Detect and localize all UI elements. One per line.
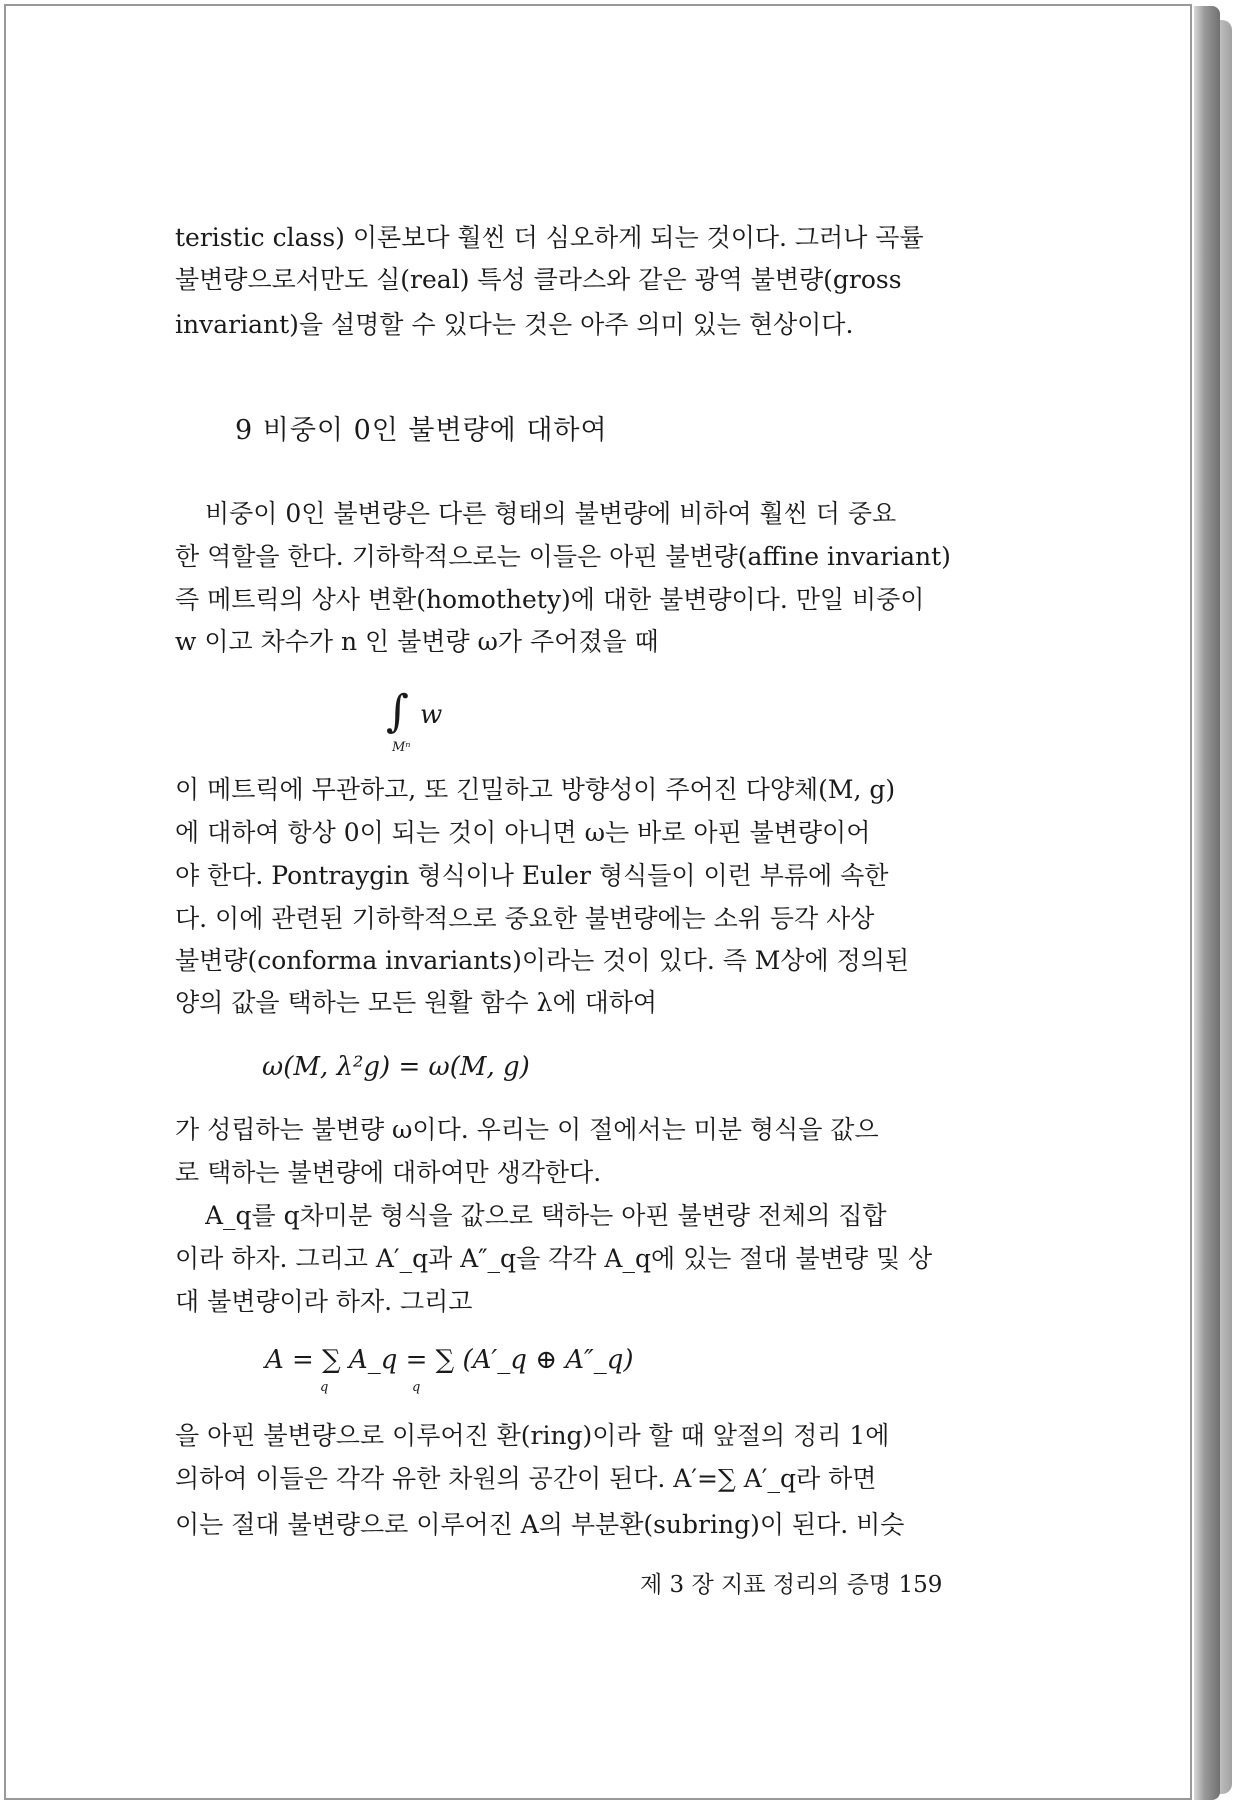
text-line: 이는 절대 불변량으로 이루어진 A의 부분환(subring)이 된다. 비슷 — [175, 1510, 905, 1539]
text-line: 이라 하자. 그리고 A′_q과 A″_q을 각각 A_q에 있는 절대 불변량 및 상 — [175, 1244, 933, 1273]
text-line: w 이고 차수가 n 인 불변량 ω가 주어졌을 때 — [175, 627, 659, 656]
sum-subscript: q — [412, 1380, 421, 1395]
section-heading: 9 비중이 0인 불변량에 대하여 — [235, 415, 608, 446]
text-line: 즉 메트릭의 상사 변환(homothety)에 대한 불변량이다. 만일 비중이 — [175, 585, 925, 614]
text-line: 을 아핀 불변량으로 이루어진 환(ring)이라 할 때 앞절의 정리 1에 — [175, 1421, 890, 1450]
page-footer: 제 3 장 지표 정리의 증명 159 — [640, 1572, 943, 1598]
integral-sign: ∫ — [386, 686, 409, 737]
text-line: 비중이 0인 불변량은 다른 형태의 불변량에 비하여 훨씬 더 중요 — [205, 499, 897, 528]
text-line: 로 택하는 불변량에 대하여만 생각한다. — [175, 1158, 602, 1187]
text-line: teristic class) 이론보다 훨씬 더 심오하게 되는 것이다. 그러나 곡률 — [175, 223, 924, 252]
text-line: 대 불변량이라 하자. 그리고 — [175, 1287, 473, 1316]
text-line: 이 메트릭에 무관하고, 또 긴밀하고 방향성이 주어진 다양체(M, g) — [175, 775, 896, 804]
text-line: A_q를 q차미분 형식을 값으로 택하는 아핀 불변량 전체의 집합 — [205, 1201, 887, 1230]
integral-subscript: Mⁿ — [392, 740, 411, 755]
text-line: 불변량으로서만도 실(real) 특성 클라스와 같은 광역 불변량(gross — [175, 265, 902, 294]
text-line: 한 역할을 한다. 기하학적으로는 이들은 아핀 불변량(affine invariant) — [175, 542, 951, 571]
text-line: 에 대하여 항상 0이 되는 것이 아니면 ω는 바로 아핀 불변량이어 — [175, 818, 871, 847]
text-line: 양의 값을 택하는 모든 원활 함수 λ에 대하여 — [175, 988, 658, 1017]
sum-subscript: q — [320, 1380, 329, 1395]
text-line: invariant)을 설명할 수 있다는 것은 아주 의미 있는 현상이다. — [175, 310, 854, 339]
page-edge — [1194, 6, 1220, 1800]
text-line: 가 성립하는 불변량 ω이다. 우리는 이 절에서는 미분 형식을 값으 — [175, 1115, 879, 1144]
text-line: 다. 이에 관련된 기하학적으로 중요한 불변량에는 소위 등각 사상 — [175, 904, 875, 933]
text-line: 의하여 이들은 각각 유한 차원의 공간이 된다. A′=∑ A′_q라 하면 — [175, 1464, 877, 1493]
formula-ring: A = ∑ A_q = ∑ (A′_q ⊕ A″_q) — [265, 1345, 634, 1375]
text-line: 불변량(conforma invariants)이라는 것이 있다. 즉 M상에 정의된 — [175, 946, 910, 975]
text-line: 야 한다. Pontraygin 형식이나 Euler 형식들이 이런 부류에 속한 — [175, 861, 889, 890]
integral-integrand: w — [420, 700, 443, 730]
formula-conformal: ω(M, λ²g) = ω(M, g) — [262, 1052, 530, 1082]
